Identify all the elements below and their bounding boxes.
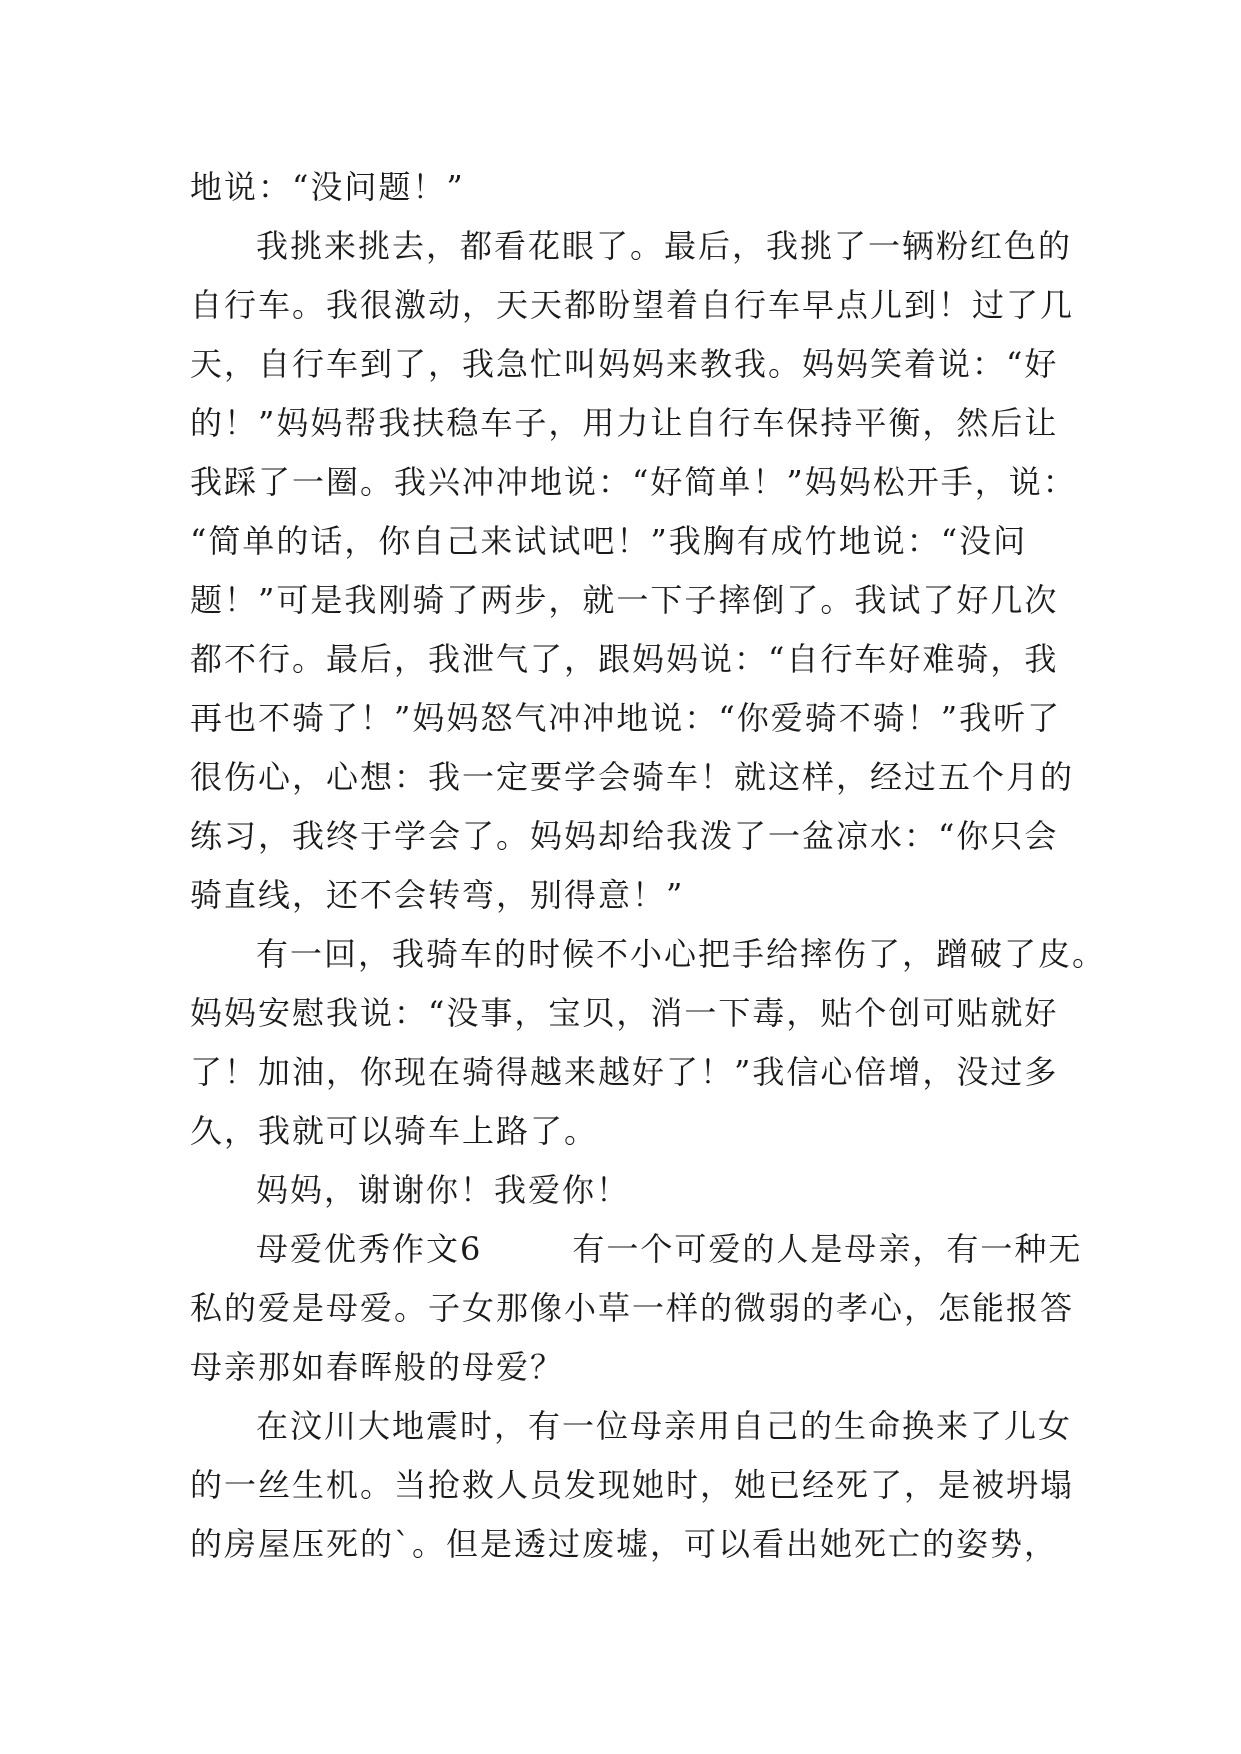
text-line: 很伤心，心想：我一定要学会骑车！就这样，经过五个月的 xyxy=(190,758,1075,796)
paragraph-start-line: 在汶川大地震时，有一位母亲用自己的生命换来了儿女 xyxy=(256,1407,1073,1445)
text-line: 久，我就可以骑车上路了。 xyxy=(190,1112,599,1150)
text-line: 母亲那如春晖般的母爱？ xyxy=(190,1348,565,1386)
paragraph-start-line: 我挑来挑去，都看花眼了。最后，我挑了一辆粉红色的 xyxy=(256,227,1073,265)
text-line: 练习，我终于学会了。妈妈却给我泼了一盆凉水：“你只会 xyxy=(190,817,1059,855)
text-line: 的一丝生机。当抢救人员发现她时，她已经死了，是被坍塌 xyxy=(190,1466,1075,1504)
text-line: 的房屋压死的`。但是透过废墟，可以看出她死亡的姿势， xyxy=(190,1525,1059,1563)
text-line: 都不行。最后，我泄气了，跟妈妈说：“自行车好难骑，我 xyxy=(190,640,1059,678)
heading-line xyxy=(190,1220,1083,1279)
paragraph-start-line: 有一回，我骑车的时候不小心把手给摔伤了，蹭破了皮。 xyxy=(256,935,1107,973)
text-line: “简单的话，你自己来试试吧！”我胸有成竹地说：“没问 xyxy=(190,522,1028,560)
text-line: 题！”可是我刚骑了两步，就一下子摔倒了。我试了好几次 xyxy=(190,581,1059,619)
text-line: 自行车。我很激动，天天都盼望着自行车早点儿到！过了几 xyxy=(190,286,1075,324)
text-line: 的！”妈妈帮我扶稳车子，用力让自行车保持平衡，然后让 xyxy=(190,404,1059,442)
text-line: 我踩了一圈。我兴冲冲地说：“好简单！”妈妈松开手，说： xyxy=(190,463,1077,501)
text-line: 私的爱是母爱。子女那像小草一样的微弱的孝心，怎能报答 xyxy=(190,1289,1075,1327)
article-heading: 母爱优秀作文6 xyxy=(256,1230,483,1268)
text-line: 了！加油，你现在骑得越来越好了！”我信心倍增，没过多 xyxy=(190,1053,1059,1091)
text-line: 妈妈安慰我说：“没事，宝贝，消一下毒，贴个创可贴就好 xyxy=(190,994,1059,1032)
text-line: 骑直线，还不会转弯，别得意！” xyxy=(190,876,685,914)
article-body xyxy=(190,158,1107,1574)
paragraph-start-line: 妈妈，谢谢你！我爱你！ xyxy=(256,1171,631,1209)
heading-line-text: 有一个可爱的人是母亲，有一种无 xyxy=(572,1230,1083,1268)
text-line: 天，自行车到了，我急忙叫妈妈来教我。妈妈笑着说：“好 xyxy=(190,345,1059,383)
text-line: 地说：“没问题！” xyxy=(190,168,465,206)
text-line: 再也不骑了！”妈妈怒气冲冲地说：“你爱骑不骑！”我听了 xyxy=(190,699,1062,737)
